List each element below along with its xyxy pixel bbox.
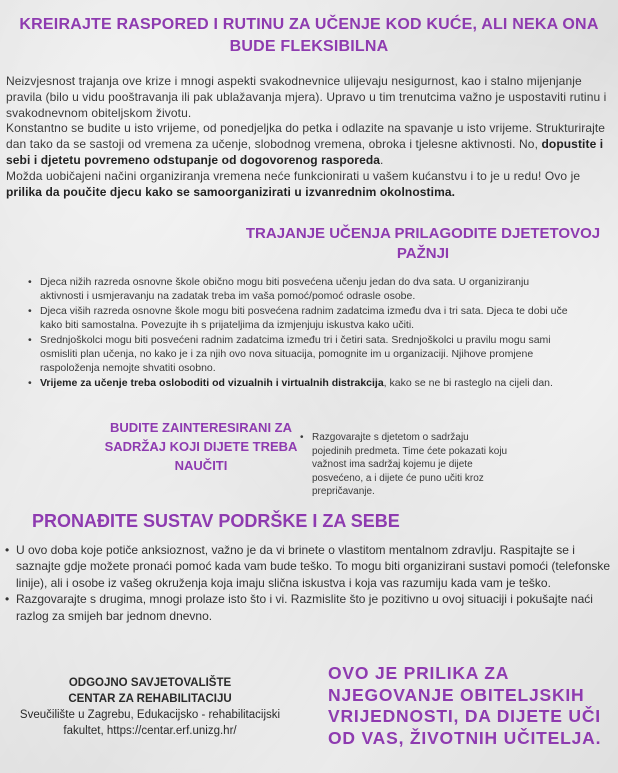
intro-paragraph-1: Neizvjesnost trajanja ove krize i mnogi aspekti svakodnevnice ulijevaju nesigurnost, kao i stalno mijenjanje pravila (bilo u vidu pooštravanja ili pak ublažavanja mjera). Upravo u tim trenutcima važno je uspostaviti rutinu i svakodnevnom obiteljskom životu.: [6, 74, 607, 120]
heading-pronadite: PRONAĐITE SUSTAV PODRŠKE I ZA SEBE: [32, 511, 400, 531]
list-item: • Razgovarajte s djetetom o sadržaju pojedinih predmeta. Time ćete pokazati koju važnost ima sadržaj kojemu je dijete posvećeno, a i dijete će puno učiti kroz prepričavanje.: [300, 431, 510, 499]
main-heading: KREIRAJTE RASPORED I RUTINU ZA UČENJE KOD KUĆE, ALI NEKA ONA BUDE FLEKSIBILNA: [19, 16, 599, 55]
slogan: OVO JE PRILIKA ZA NJEGOVANJE OBITELJSKIH VRIJEDNOSTI, DA DIJETE UČI OD VAS, ŽIVOTNIH UČITELJA.: [328, 663, 602, 748]
list-item: • Djeca viših razreda osnovne škole mogu biti posvećena radnim zadatcima između dva i tri sata. Djeca te dobi uče kako biti samostalna. Povezujte ih s prijateljima da izmjenjuju iskustva kako učiti.: [28, 304, 568, 333]
intro-bold-flex: dopustite i sebi i djetetu povremeno odstupanje od dogovorenog rasporeda: [6, 137, 604, 167]
intro-text: [6, 74, 610, 200]
list-item: • Djeca nižih razreda osnovne škole obično mogu biti posvećena učenju jedan do dva sata. U organiziranju aktivnosti i usmjeravanju na zadatak treba im vaša pomoć/pomoć odrasle osobe.: [28, 275, 568, 304]
org-name-line1: ODGOJNO SAVJETOVALIŠTE: [68, 677, 232, 689]
pronadite-list: [4, 542, 612, 624]
org-affiliation: Sveučilište u Zagrebu, Edukacijsko - rehabilitacijski fakultet, https://centar.erf.unizg.hr/: [19, 709, 281, 737]
heading-trajanje: TRAJANJE UČENJA PRILAGODITE DJETETOVOJ PAŽNJI: [245, 225, 601, 262]
intro-bold-opportunity: prilika da poučite djecu kako se samoorganizirati u izvanrednim okolnostima.: [6, 184, 456, 199]
list-item: • Srednjoškolci mogu biti posvećeni radnim zadatcima između tri i četiri sata. Srednjoškolci u pravilu mogu sami osmisliti plan učenja, no kako je i za njih ovo nova situacija, pomognite im u organizaciji. Njihove promjene raspoloženja nemojte shvatiti osobno.: [28, 333, 568, 376]
footer-organization: [0, 675, 300, 739]
org-name-line2: CENTAR ZA REHABILITACIJU: [68, 693, 232, 705]
budite-list: [300, 431, 510, 499]
list-item: • Razgovarajte s drugima, mnogi prolaze isto što i vi. Razmislite što je pozitivno u ovoj situaciji i pokušajte naći razlog za smijeh bar jednom dnevno.: [4, 591, 612, 624]
trajanje-list: [28, 275, 568, 390]
intro-paragraph-3: Možda uobičajeni načini organiziranja vremena neće funkcionirati u vašem kućanstvu i to je u redu! Ovo je prilika da poučite djecu kako se samoorganizirati u izvanrednim okolnostima.: [6, 168, 581, 199]
list-item: • U ovo doba koje potiče anksioznost, važno je da vi brinete o vlastitom mentalnom zdravlju. Raspitajte se i saznajte gdje možete pronaći pomoć kada vam bude teško. To mogu biti organizirani sustavi pomoći (telefonske linije), ali i osobe iz vašeg okruženja koja imaju slična iskustva i koja vas razumiju kada vam je teško.: [4, 542, 612, 591]
intro-paragraph-2: Konstantno se budite u isto vrijeme, od ponedjeljka do petka i odlazite na spavanje u isto vrijeme. Strukturirajte dan tako da se sastoji od vremena za učenje, slobodnog vremena, obroka i tjelesne aktivnosti. No, dopustite i sebi i djetetu povremeno odstupanje od dogovorenog rasporeda.: [6, 121, 606, 167]
heading-budite: BUDITE ZAINTERESIRANI ZA SADRŽAJ KOJI DIJETE TREBA NAUČITI: [104, 420, 298, 473]
list-item: • Vrijeme za učenje treba osloboditi od vizualnih i virtualnih distrakcija, kako se ne bi rasteglo na cijeli dan.: [28, 376, 568, 390]
